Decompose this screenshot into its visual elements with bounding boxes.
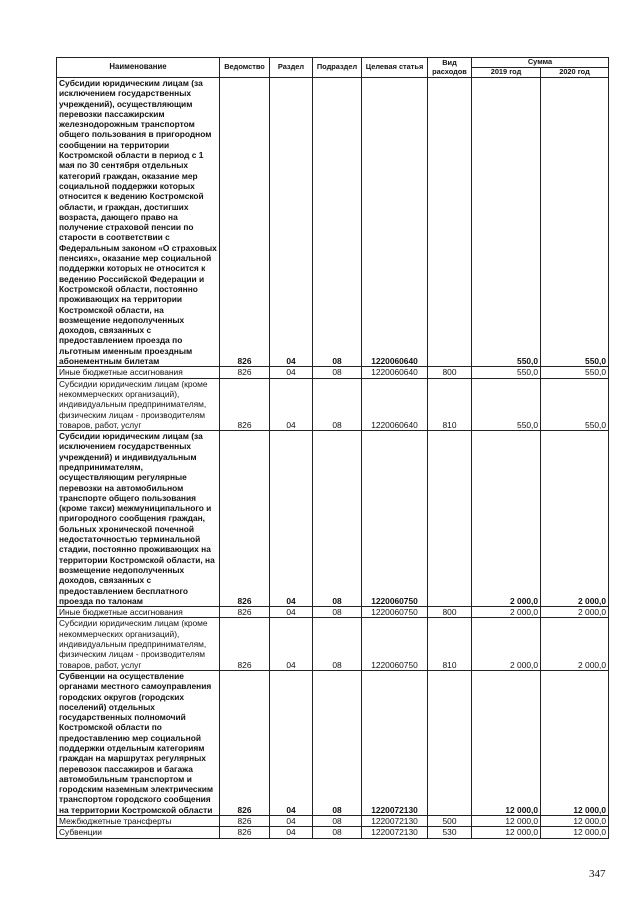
table-row (57, 607, 609, 618)
cell-sum-2019: 2 000,0 (472, 607, 541, 618)
cell-sum-2020: 12 000,0 (541, 816, 609, 827)
header-podrazdel: Подраздел (313, 58, 362, 78)
cell-vid-raskhodov: 500 (428, 816, 472, 827)
cell-podrazdel: 08 (313, 378, 362, 430)
cell-sum-2020: 2 000,0 (541, 431, 609, 607)
cell-celevaya-statya: 1220072130 (362, 827, 428, 838)
cell-sum-2020: 12 000,0 (541, 827, 609, 838)
table-row (57, 78, 609, 367)
table-row (57, 618, 609, 670)
cell-celevaya-statya: 1220072130 (362, 816, 428, 827)
cell-celevaya-statya: 1220060750 (362, 607, 428, 618)
cell-sum-2019: 550,0 (472, 367, 541, 378)
header-name: Наименование (57, 58, 220, 78)
cell-sum-2019: 12 000,0 (472, 827, 541, 838)
header-razdel: Раздел (270, 58, 313, 78)
header-celevaya-statya: Целевая статья (362, 58, 428, 78)
cell-sum-2020: 550,0 (541, 78, 609, 367)
cell-sum-2020: 12 000,0 (541, 670, 609, 815)
cell-name: Субсидии юридическим лицам (кроме некоммерческих организаций), индивидуальным предпринимателям, физическим лицам - производителям товаров, работ, услуг (57, 618, 220, 670)
cell-sum-2019: 12 000,0 (472, 670, 541, 815)
header-summa: Сумма (472, 58, 609, 68)
table-row (57, 431, 609, 607)
cell-vedomstvo: 826 (220, 827, 270, 838)
cell-name: Субсидии юридическим лицам (за исключением государственных учреждений) и индивидуальным предпринимателям, осуществляющим регулярные перевозки на автомобильном транспорте общего пользования (кроме такси) межмуниципального и пригородного сообщения граждан, больных хронической почечной недостаточностью терминальной стадии, постоянно проживающих на территории Костромской области, на возмещение недополученных доходов, связанных с предоставлением бесплатного проезда по талонам (57, 431, 220, 607)
cell-sum-2019: 2 000,0 (472, 431, 541, 607)
cell-name: Иные бюджетные ассигнования (57, 367, 220, 378)
header-vid-raskhodov: Вид расходов (428, 58, 472, 78)
cell-podrazdel: 08 (313, 607, 362, 618)
cell-name: Иные бюджетные ассигнования (57, 607, 220, 618)
cell-vedomstvo: 826 (220, 816, 270, 827)
cell-name: Субсидии юридическим лицам (за исключением государственных учреждений), осуществляющим перевозки пассажирским железнодорожным транспортом общего пользования в пригородном сообщении на территории Костромской области в период с 1 мая по 30 сентября отдельных категорий граждан, оказание мер социальной поддержки которых относится к ведению Костромской области, и граждан, достигших возраста, дающего право на получение страховой пенсии по старости в соответствии с Федеральным законом «О страховых пенсиях», оказание мер социальной поддержки которых не относится к ведению Российской Федерации и Костромской области, постоянно проживающих на территории Костромской области, на возмещение недополученных доходов, связанных с предоставлением проезда по льготным именным проездным абонементным билетам (57, 78, 220, 367)
cell-sum-2019: 2 000,0 (472, 618, 541, 670)
cell-podrazdel: 08 (313, 367, 362, 378)
cell-celevaya-statya: 1220060640 (362, 367, 428, 378)
cell-vid-raskhodov (428, 670, 472, 815)
header-2020: 2020 год (541, 68, 609, 78)
table-body (57, 78, 609, 839)
header-vedomstvo: Ведомство (220, 58, 270, 78)
cell-vid-raskhodov: 810 (428, 618, 472, 670)
cell-podrazdel: 08 (313, 618, 362, 670)
cell-razdel: 04 (270, 431, 313, 607)
cell-razdel: 04 (270, 378, 313, 430)
cell-vedomstvo: 826 (220, 367, 270, 378)
cell-vid-raskhodov (428, 431, 472, 607)
cell-sum-2019: 550,0 (472, 78, 541, 367)
cell-sum-2020: 550,0 (541, 378, 609, 430)
cell-vedomstvo: 826 (220, 431, 270, 607)
cell-name: Субвенции (57, 827, 220, 838)
cell-celevaya-statya: 1220060640 (362, 78, 428, 367)
table-row (57, 827, 609, 838)
cell-razdel: 04 (270, 816, 313, 827)
cell-vedomstvo: 826 (220, 78, 270, 367)
cell-vid-raskhodov: 800 (428, 367, 472, 378)
cell-razdel: 04 (270, 367, 313, 378)
cell-vid-raskhodov: 800 (428, 607, 472, 618)
table-row (57, 670, 609, 815)
cell-vedomstvo: 826 (220, 618, 270, 670)
cell-podrazdel: 08 (313, 78, 362, 367)
cell-razdel: 04 (270, 607, 313, 618)
cell-sum-2020: 2 000,0 (541, 618, 609, 670)
cell-podrazdel: 08 (313, 816, 362, 827)
cell-podrazdel: 08 (313, 670, 362, 815)
cell-vid-raskhodov: 530 (428, 827, 472, 838)
cell-vid-raskhodov: 810 (428, 378, 472, 430)
cell-celevaya-statya: 1220072130 (362, 670, 428, 815)
cell-name: Субсидии юридическим лицам (кроме некоммерческих организаций), индивидуальным предпринимателям, физическим лицам - производителям товаров, работ, услуг (57, 378, 220, 430)
cell-podrazdel: 08 (313, 431, 362, 607)
cell-name: Субвенции на осуществление органами местного самоуправления городских округов (городских поселений) отдельных государственных полномочий Костромской области по предоставлению мер социальной поддержки отдельным категориям граждан на маршрутах регулярных перевозок пассажиров и багажа автомобильным транспортом и городским наземным электрическим транспортом городского сообщения на территории Костромской области (57, 670, 220, 815)
table-row (57, 816, 609, 827)
cell-celevaya-statya: 1220060750 (362, 618, 428, 670)
cell-celevaya-statya: 1220060640 (362, 378, 428, 430)
cell-sum-2020: 2 000,0 (541, 607, 609, 618)
cell-sum-2019: 550,0 (472, 378, 541, 430)
cell-razdel: 04 (270, 78, 313, 367)
cell-celevaya-statya: 1220060750 (362, 431, 428, 607)
cell-vid-raskhodov (428, 78, 472, 367)
cell-vedomstvo: 826 (220, 670, 270, 815)
cell-razdel: 04 (270, 618, 313, 670)
cell-podrazdel: 08 (313, 827, 362, 838)
table-row (57, 367, 609, 378)
cell-sum-2020: 550,0 (541, 367, 609, 378)
cell-sum-2019: 12 000,0 (472, 816, 541, 827)
cell-vedomstvo: 826 (220, 378, 270, 430)
cell-name: Межбюджетные трансферты (57, 816, 220, 827)
budget-table (56, 57, 609, 839)
table-row (57, 378, 609, 430)
cell-vedomstvo: 826 (220, 607, 270, 618)
page-number: 347 (589, 868, 606, 880)
table-header (57, 58, 609, 78)
cell-razdel: 04 (270, 827, 313, 838)
header-2019: 2019 год (472, 68, 541, 78)
cell-razdel: 04 (270, 670, 313, 815)
